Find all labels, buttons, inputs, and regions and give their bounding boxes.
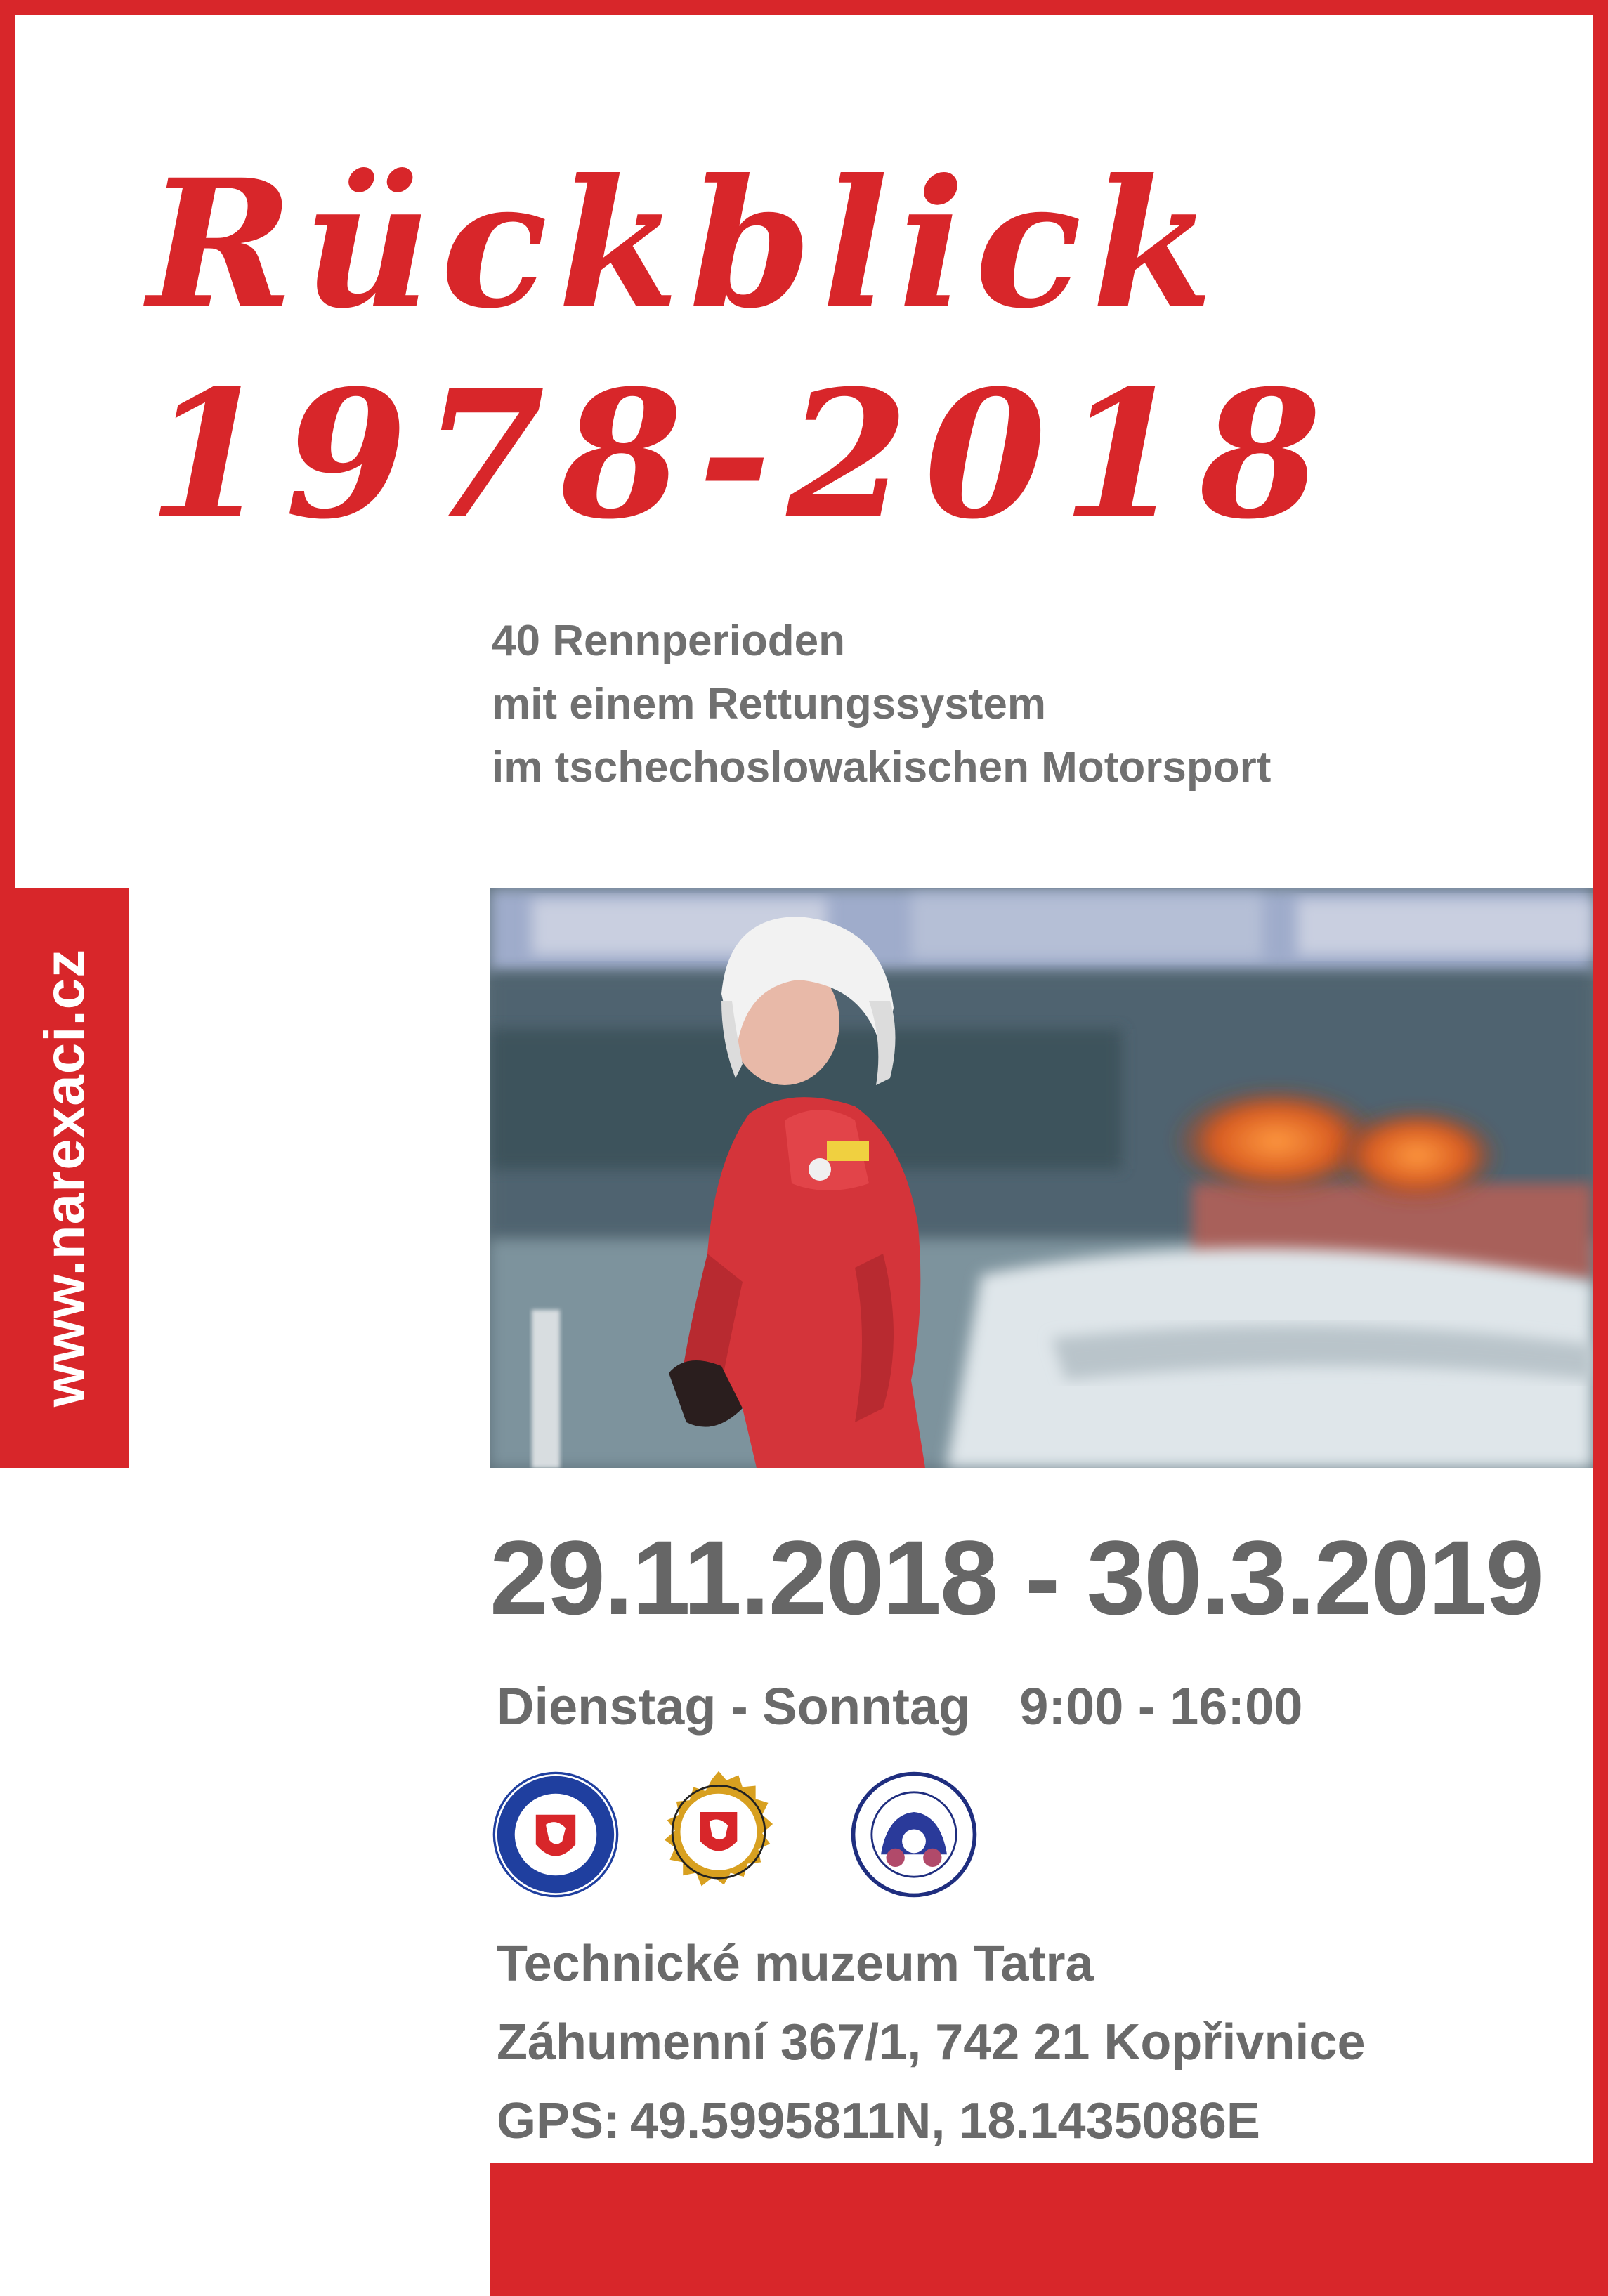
autoklub-ceske-republiky-seal-icon — [653, 1769, 785, 1901]
venue-street: Záhumenní 367/1, 742 21 Kopřivnice — [497, 2014, 1366, 2071]
venue-address — [497, 1924, 1366, 2160]
exhibition-dates: 29.11.2018 - 30.3.2019 — [490, 1518, 1543, 1636]
technicke-muzeum-koprivnice-seal-icon — [848, 1769, 980, 1901]
partner-logos — [490, 1769, 1192, 1909]
subtitle-line: im tschechoslowakischen Motorsport — [492, 743, 1272, 792]
gps-line — [497, 2082, 1366, 2160]
subtitle-line: 40 Rennperioden — [492, 617, 845, 665]
gps-coordinates: 49.5995811N, 18.1435086E — [630, 2093, 1260, 2149]
venue-name: Technické muzeum Tatra — [497, 1936, 1094, 1992]
poster-years: 1978-2018 — [148, 351, 1338, 558]
poster-title: Rückblick — [148, 140, 1224, 347]
photo-illustration — [490, 888, 1593, 1468]
opening-days: Dienstag - Sonntag — [497, 1677, 971, 1736]
gps-label: GPS: — [497, 2093, 621, 2149]
right-border — [1593, 0, 1608, 2296]
side-url-tab — [0, 888, 129, 1468]
bottom-red-bar — [490, 2163, 1608, 2296]
opening-time: 9:00 - 16:00 — [1019, 1677, 1303, 1736]
rescue-marshal-photo — [490, 888, 1593, 1468]
top-border — [0, 0, 1608, 15]
subtitle-block — [492, 610, 1271, 799]
police-historical-society-seal-icon — [490, 1769, 622, 1901]
left-border — [0, 0, 15, 888]
website-link[interactable]: www.narexaci.cz — [33, 948, 96, 1408]
opening-hours — [497, 1677, 1302, 1736]
subtitle-line: mit einem Rettungssystem — [492, 680, 1046, 728]
